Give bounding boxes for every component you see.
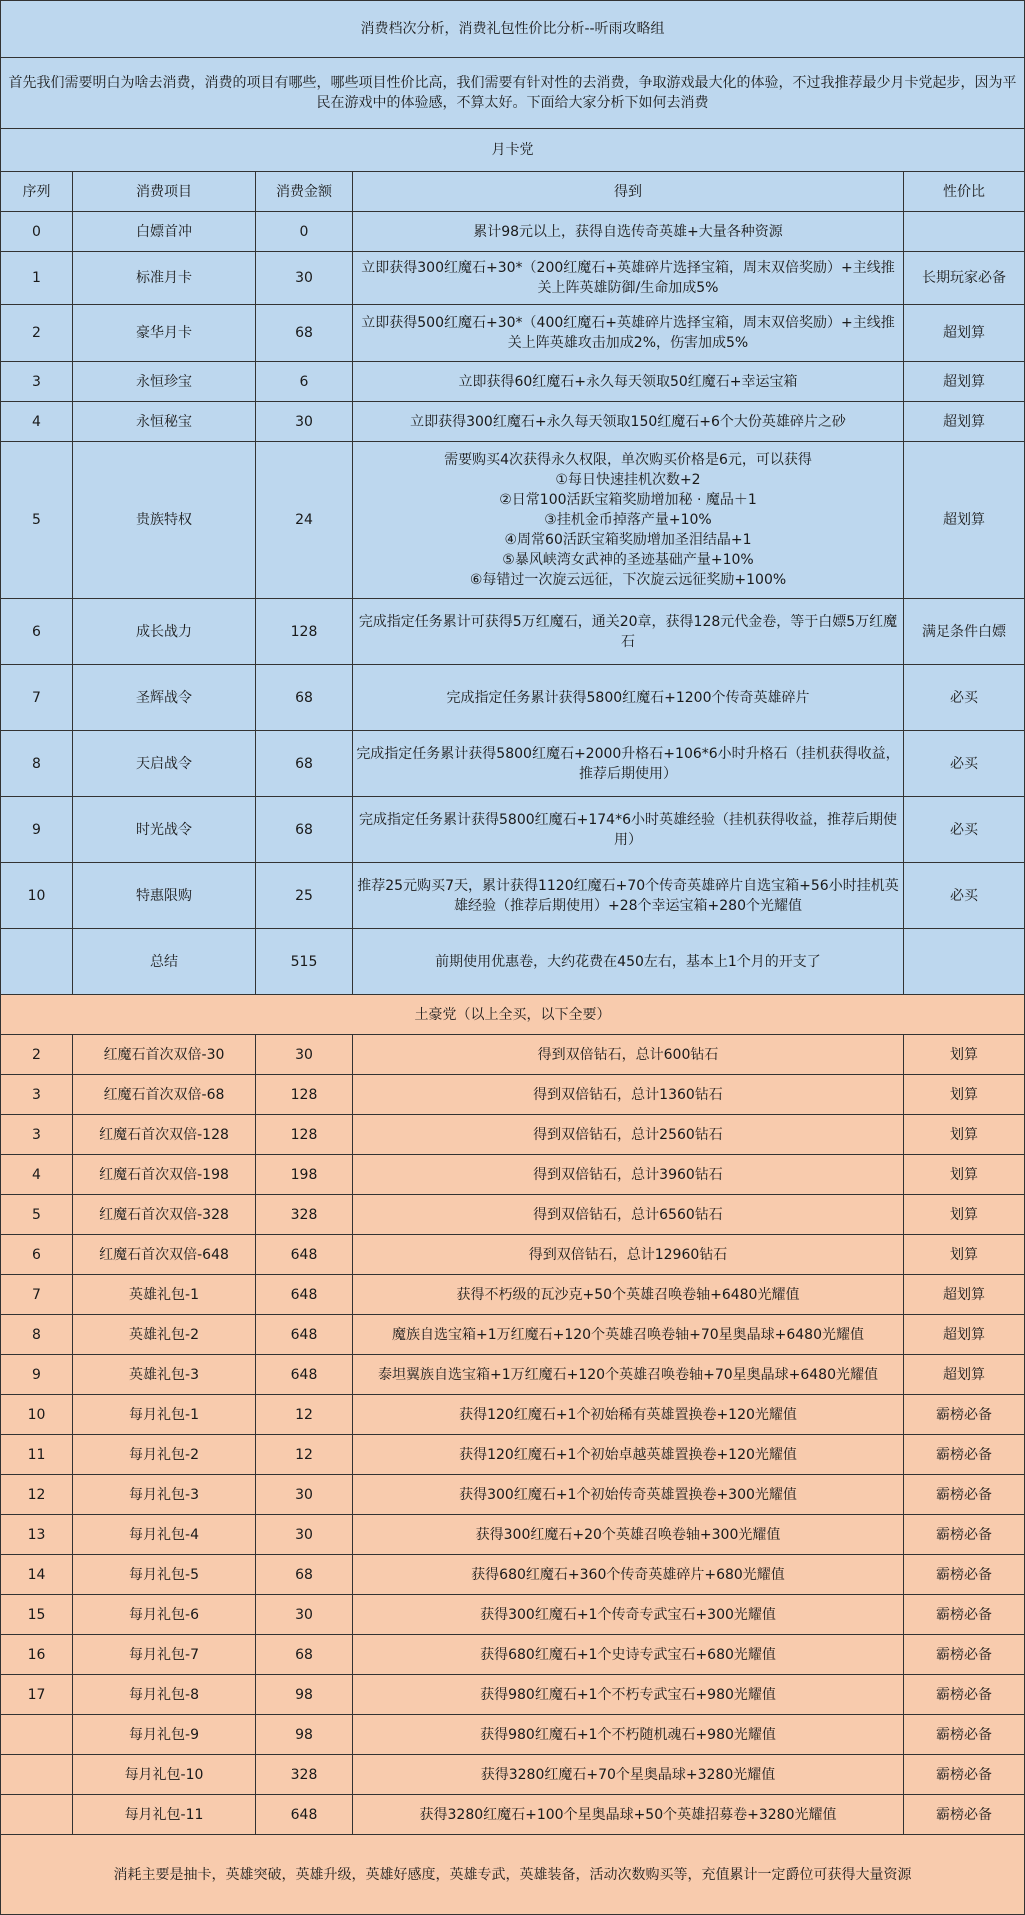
row-index: 5 (1, 442, 73, 599)
privilege-line: ③挂机金币掉落产量+10% (544, 512, 712, 528)
row-item: 成长战力 (73, 599, 256, 665)
row-value: 必买 (904, 863, 1025, 929)
row-price: 68 (256, 665, 353, 731)
row-get: 获得300红魔石+1个初始传奇英雄置换卷+300光耀值 (353, 1475, 904, 1515)
table-row (1, 1035, 1025, 1075)
table-row (1, 1635, 1025, 1675)
row-value: 超划算 (904, 442, 1025, 599)
row-index: 7 (1, 665, 73, 731)
row-item: 总结 (73, 929, 256, 995)
row-value: 超划算 (904, 1355, 1025, 1395)
row-item: 每月礼包-3 (73, 1475, 256, 1515)
row-index: 9 (1, 1355, 73, 1395)
row-index: 2 (1, 1035, 73, 1075)
table-row (1, 1115, 1025, 1155)
table-row (1, 929, 1025, 995)
row-index: 9 (1, 797, 73, 863)
row-get: 魔族自选宝箱+1万红魔石+120个英雄召唤卷轴+70星奥晶球+6480光耀值 (353, 1315, 904, 1355)
row-get: 推荐25元购买7天，累计获得1120红魔石+70个传奇英雄碎片自选宝箱+56小时挂机英雄经验（推荐后期使用）+28个幸运宝箱+280个光耀值 (353, 863, 904, 929)
row-price: 25 (256, 863, 353, 929)
row-index (1, 1755, 73, 1795)
row-item: 每月礼包-8 (73, 1675, 256, 1715)
row-price: 98 (256, 1675, 353, 1715)
row-get: 完成指定任务累计可获得5万红魔石，通关20章，获得128元代金卷，等于白嫖5万红魔石 (353, 599, 904, 665)
table-row (1, 1235, 1025, 1275)
row-value: 超划算 (904, 402, 1025, 442)
row-price: 6 (256, 362, 353, 402)
table-row (1, 1755, 1025, 1795)
row-index: 4 (1, 1155, 73, 1195)
row-item: 红魔石首次双倍-198 (73, 1155, 256, 1195)
header-value: 性价比 (904, 172, 1025, 212)
table-row (1, 1795, 1025, 1835)
row-item: 永恒珍宝 (73, 362, 256, 402)
row-price: 30 (256, 1595, 353, 1635)
row-item: 英雄礼包-1 (73, 1275, 256, 1315)
table-row (1, 665, 1025, 731)
table-row (1, 1715, 1025, 1755)
row-index: 14 (1, 1555, 73, 1595)
row-value: 霸榜必备 (904, 1715, 1025, 1755)
row-value: 超划算 (904, 1315, 1025, 1355)
row-get: 得到双倍钻石，总计1360钻石 (353, 1075, 904, 1115)
header-price: 消费金额 (256, 172, 353, 212)
row-value: 霸榜必备 (904, 1515, 1025, 1555)
row-price: 30 (256, 1515, 353, 1555)
row-item: 特惠限购 (73, 863, 256, 929)
row-price: 30 (256, 252, 353, 305)
row-item: 每月礼包-1 (73, 1395, 256, 1435)
row-price: 648 (256, 1315, 353, 1355)
row-item: 红魔石首次双倍-328 (73, 1195, 256, 1235)
row-get: 获得120红魔石+1个初始稀有英雄置换卷+120光耀值 (353, 1395, 904, 1435)
row-index: 10 (1, 1395, 73, 1435)
row-index: 15 (1, 1595, 73, 1635)
row-index: 4 (1, 402, 73, 442)
table-row (1, 797, 1025, 863)
row-price: 68 (256, 1635, 353, 1675)
row-value: 必买 (904, 731, 1025, 797)
row-item: 红魔石首次双倍-128 (73, 1115, 256, 1155)
row-item: 每月礼包-7 (73, 1635, 256, 1675)
row-item: 红魔石首次双倍-648 (73, 1235, 256, 1275)
row-item: 红魔石首次双倍-30 (73, 1035, 256, 1075)
row-item: 每月礼包-9 (73, 1715, 256, 1755)
table-row (1, 1435, 1025, 1475)
row-index: 6 (1, 599, 73, 665)
row-get: 完成指定任务累计获得5800红魔石+2000升格石+106*6小时升格石（挂机获得收益，推荐后期使用） (353, 731, 904, 797)
row-price: 128 (256, 1115, 353, 1155)
row-index: 3 (1, 1115, 73, 1155)
table-row (1, 252, 1025, 305)
table-row (1, 1155, 1025, 1195)
row-price: 128 (256, 1075, 353, 1115)
row-price: 12 (256, 1395, 353, 1435)
row-index: 11 (1, 1435, 73, 1475)
row-item: 红魔石首次双倍-68 (73, 1075, 256, 1115)
row-item: 时光战令 (73, 797, 256, 863)
row-value: 霸榜必备 (904, 1475, 1025, 1515)
row-get: 获得980红魔石+1个不朽专武宝石+980光耀值 (353, 1675, 904, 1715)
row-price: 68 (256, 305, 353, 362)
privilege-line: ②日常100活跃宝箱奖励增加秘 · 魔品＋1 (499, 492, 757, 508)
row-item: 圣辉战令 (73, 665, 256, 731)
row-get: 获得不朽级的瓦沙克+50个英雄召唤卷轴+6480光耀值 (353, 1275, 904, 1315)
row-price: 328 (256, 1195, 353, 1235)
row-index: 5 (1, 1195, 73, 1235)
header-get: 得到 (353, 172, 904, 212)
row-price: 328 (256, 1755, 353, 1795)
row-get: 立即获得300红魔石+30*（200红魔石+英雄碎片选择宝箱，周末双倍奖励）+主线推关上阵英雄防御/生命加成5% (353, 252, 904, 305)
row-index: 6 (1, 1235, 73, 1275)
table-row (1, 305, 1025, 362)
row-get: 获得3280红魔石+100个星奥晶球+50个英雄招募卷+3280光耀值 (353, 1795, 904, 1835)
row-index: 8 (1, 731, 73, 797)
row-value: 划算 (904, 1115, 1025, 1155)
table-row (1, 402, 1025, 442)
row-value: 超划算 (904, 362, 1025, 402)
row-price: 68 (256, 1555, 353, 1595)
row-index (1, 1795, 73, 1835)
row-item: 贵族特权 (73, 442, 256, 599)
row-item: 每月礼包-11 (73, 1795, 256, 1835)
row-item: 天启战令 (73, 731, 256, 797)
table-row (1, 442, 1025, 599)
row-index: 0 (1, 212, 73, 252)
row-price: 98 (256, 1715, 353, 1755)
row-item: 英雄礼包-2 (73, 1315, 256, 1355)
row-value: 霸榜必备 (904, 1435, 1025, 1475)
row-value: 霸榜必备 (904, 1595, 1025, 1635)
row-get: 完成指定任务累计获得5800红魔石+1200个传奇英雄碎片 (353, 665, 904, 731)
row-index: 3 (1, 362, 73, 402)
row-value: 霸榜必备 (904, 1755, 1025, 1795)
whale-section-heading: 土豪党（以上全买，以下全要） (1, 995, 1025, 1035)
row-value: 划算 (904, 1195, 1025, 1235)
row-value: 霸榜必备 (904, 1395, 1025, 1435)
row-value: 霸榜必备 (904, 1635, 1025, 1675)
row-get: 累计98元以上，获得自选传奇英雄+大量各种资源 (353, 212, 904, 252)
row-price: 648 (256, 1795, 353, 1835)
intro-text: 首先我们需要明白为啥去消费，消费的项目有哪些，哪些项目性价比高，我们需要有针对性的去消费，争取游戏最大化的体验，不过我推荐最少月卡党起步，因为平民在游戏中的体验感，不算太好。下面给大家分析下如何去消费 (1, 58, 1025, 129)
row-price: 648 (256, 1275, 353, 1315)
row-get: 获得300红魔石+20个英雄召唤卷轴+300光耀值 (353, 1515, 904, 1555)
row-get: 得到双倍钻石，总计12960钻石 (353, 1235, 904, 1275)
table-row (1, 1315, 1025, 1355)
row-get: 得到双倍钻石，总计600钻石 (353, 1035, 904, 1075)
row-get: 获得680红魔石+360个传奇英雄碎片+680光耀值 (353, 1555, 904, 1595)
table-row (1, 1675, 1025, 1715)
table-row (1, 362, 1025, 402)
row-item: 每月礼包-10 (73, 1755, 256, 1795)
row-item: 永恒秘宝 (73, 402, 256, 442)
table-row (1, 599, 1025, 665)
table-row (1, 731, 1025, 797)
row-get: 获得980红魔石+1个不朽随机魂石+980光耀值 (353, 1715, 904, 1755)
table-row (1, 1195, 1025, 1235)
row-get: 获得120红魔石+1个初始卓越英雄置换卷+120光耀值 (353, 1435, 904, 1475)
row-price: 68 (256, 797, 353, 863)
row-value: 划算 (904, 1155, 1025, 1195)
row-get: 得到双倍钻石，总计6560钻石 (353, 1195, 904, 1235)
row-value: 长期玩家必备 (904, 252, 1025, 305)
row-value: 必买 (904, 797, 1025, 863)
row-value: 霸榜必备 (904, 1675, 1025, 1715)
table-row (1, 212, 1025, 252)
row-price: 24 (256, 442, 353, 599)
row-price: 515 (256, 929, 353, 995)
row-get: 立即获得500红魔石+30*（400红魔石+英雄碎片选择宝箱，周末双倍奖励）+主线推关上阵英雄攻击加成2%，伤害加成5% (353, 305, 904, 362)
monthly-section-heading: 月卡党 (1, 129, 1025, 172)
row-price: 68 (256, 731, 353, 797)
row-item: 英雄礼包-3 (73, 1355, 256, 1395)
row-value (904, 929, 1025, 995)
row-value: 超划算 (904, 305, 1025, 362)
table-row (1, 1555, 1025, 1595)
row-get: 完成指定任务累计获得5800红魔石+174*6小时英雄经验（挂机获得收益，推荐后期使用） (353, 797, 904, 863)
header-item: 消费项目 (73, 172, 256, 212)
row-value: 超划算 (904, 1275, 1025, 1315)
row-item: 每月礼包-5 (73, 1555, 256, 1595)
row-item: 每月礼包-4 (73, 1515, 256, 1555)
row-price: 30 (256, 402, 353, 442)
row-get: 立即获得300红魔石+永久每天领取150红魔石+6个大份英雄碎片之砂 (353, 402, 904, 442)
row-index: 10 (1, 863, 73, 929)
row-value: 划算 (904, 1035, 1025, 1075)
row-get (353, 442, 904, 599)
row-item: 豪华月卡 (73, 305, 256, 362)
row-index: 8 (1, 1315, 73, 1355)
row-index: 2 (1, 305, 73, 362)
row-index (1, 929, 73, 995)
row-price: 0 (256, 212, 353, 252)
row-item: 标准月卡 (73, 252, 256, 305)
row-value: 霸榜必备 (904, 1795, 1025, 1835)
row-item: 白嫖首冲 (73, 212, 256, 252)
row-index: 17 (1, 1675, 73, 1715)
row-get: 前期使用优惠卷，大约花费在450左右，基本上1个月的开支了 (353, 929, 904, 995)
row-value: 划算 (904, 1075, 1025, 1115)
row-index: 13 (1, 1515, 73, 1555)
table-row (1, 1075, 1025, 1115)
table-row (1, 1355, 1025, 1395)
privilege-line: 需要购买4次获得永久权限，单次购买价格是6元，可以获得 (444, 452, 812, 468)
row-get: 获得3280红魔石+70个星奥晶球+3280光耀值 (353, 1755, 904, 1795)
row-price: 128 (256, 599, 353, 665)
table-row (1, 1395, 1025, 1435)
row-index: 7 (1, 1275, 73, 1315)
row-item: 每月礼包-2 (73, 1435, 256, 1475)
row-get: 得到双倍钻石，总计3960钻石 (353, 1155, 904, 1195)
row-item: 每月礼包-6 (73, 1595, 256, 1635)
page-title: 消费档次分析，消费礼包性价比分析--听雨攻略组 (1, 1, 1025, 58)
footer-note: 消耗主要是抽卡，英雄突破，英雄升级，英雄好感度，英雄专武，英雄装备，活动次数购买等，充值累计一定爵位可获得大量资源 (1, 1835, 1025, 1915)
row-index: 1 (1, 252, 73, 305)
row-index: 16 (1, 1635, 73, 1675)
row-price: 648 (256, 1235, 353, 1275)
row-value: 划算 (904, 1235, 1025, 1275)
privilege-line: ⑥每错过一次旋云远征，下次旋云远征奖励+100% (469, 572, 787, 588)
row-price: 12 (256, 1435, 353, 1475)
row-value (904, 212, 1025, 252)
table-row (1, 1275, 1025, 1315)
table-row (1, 1515, 1025, 1555)
row-value: 满足条件白嫖 (904, 599, 1025, 665)
privilege-line: ④周常60活跃宝箱奖励增加圣泪结晶+1 (504, 532, 752, 548)
table-row (1, 863, 1025, 929)
privilege-line: ⑤暴风峡湾女武神的圣迹基础产量+10% (502, 552, 754, 568)
table-row (1, 1475, 1025, 1515)
privilege-line: ①每日快速挂机次数+2 (555, 472, 701, 488)
row-price: 30 (256, 1035, 353, 1075)
row-get: 立即获得60红魔石+永久每天领取50红魔石+幸运宝箱 (353, 362, 904, 402)
row-get: 得到双倍钻石，总计2560钻石 (353, 1115, 904, 1155)
row-get: 获得680红魔石+1个史诗专武宝石+680光耀值 (353, 1635, 904, 1675)
row-index: 12 (1, 1475, 73, 1515)
table-row (1, 1595, 1025, 1635)
row-index: 3 (1, 1075, 73, 1115)
row-value: 必买 (904, 665, 1025, 731)
row-value: 霸榜必备 (904, 1555, 1025, 1595)
row-get: 获得300红魔石+1个传奇专武宝石+300光耀值 (353, 1595, 904, 1635)
row-price: 198 (256, 1155, 353, 1195)
row-price: 30 (256, 1475, 353, 1515)
header-index: 序列 (1, 172, 73, 212)
row-get: 泰坦翼族自选宝箱+1万红魔石+120个英雄召唤卷轴+70星奥晶球+6480光耀值 (353, 1355, 904, 1395)
row-price: 648 (256, 1355, 353, 1395)
row-index (1, 1715, 73, 1755)
